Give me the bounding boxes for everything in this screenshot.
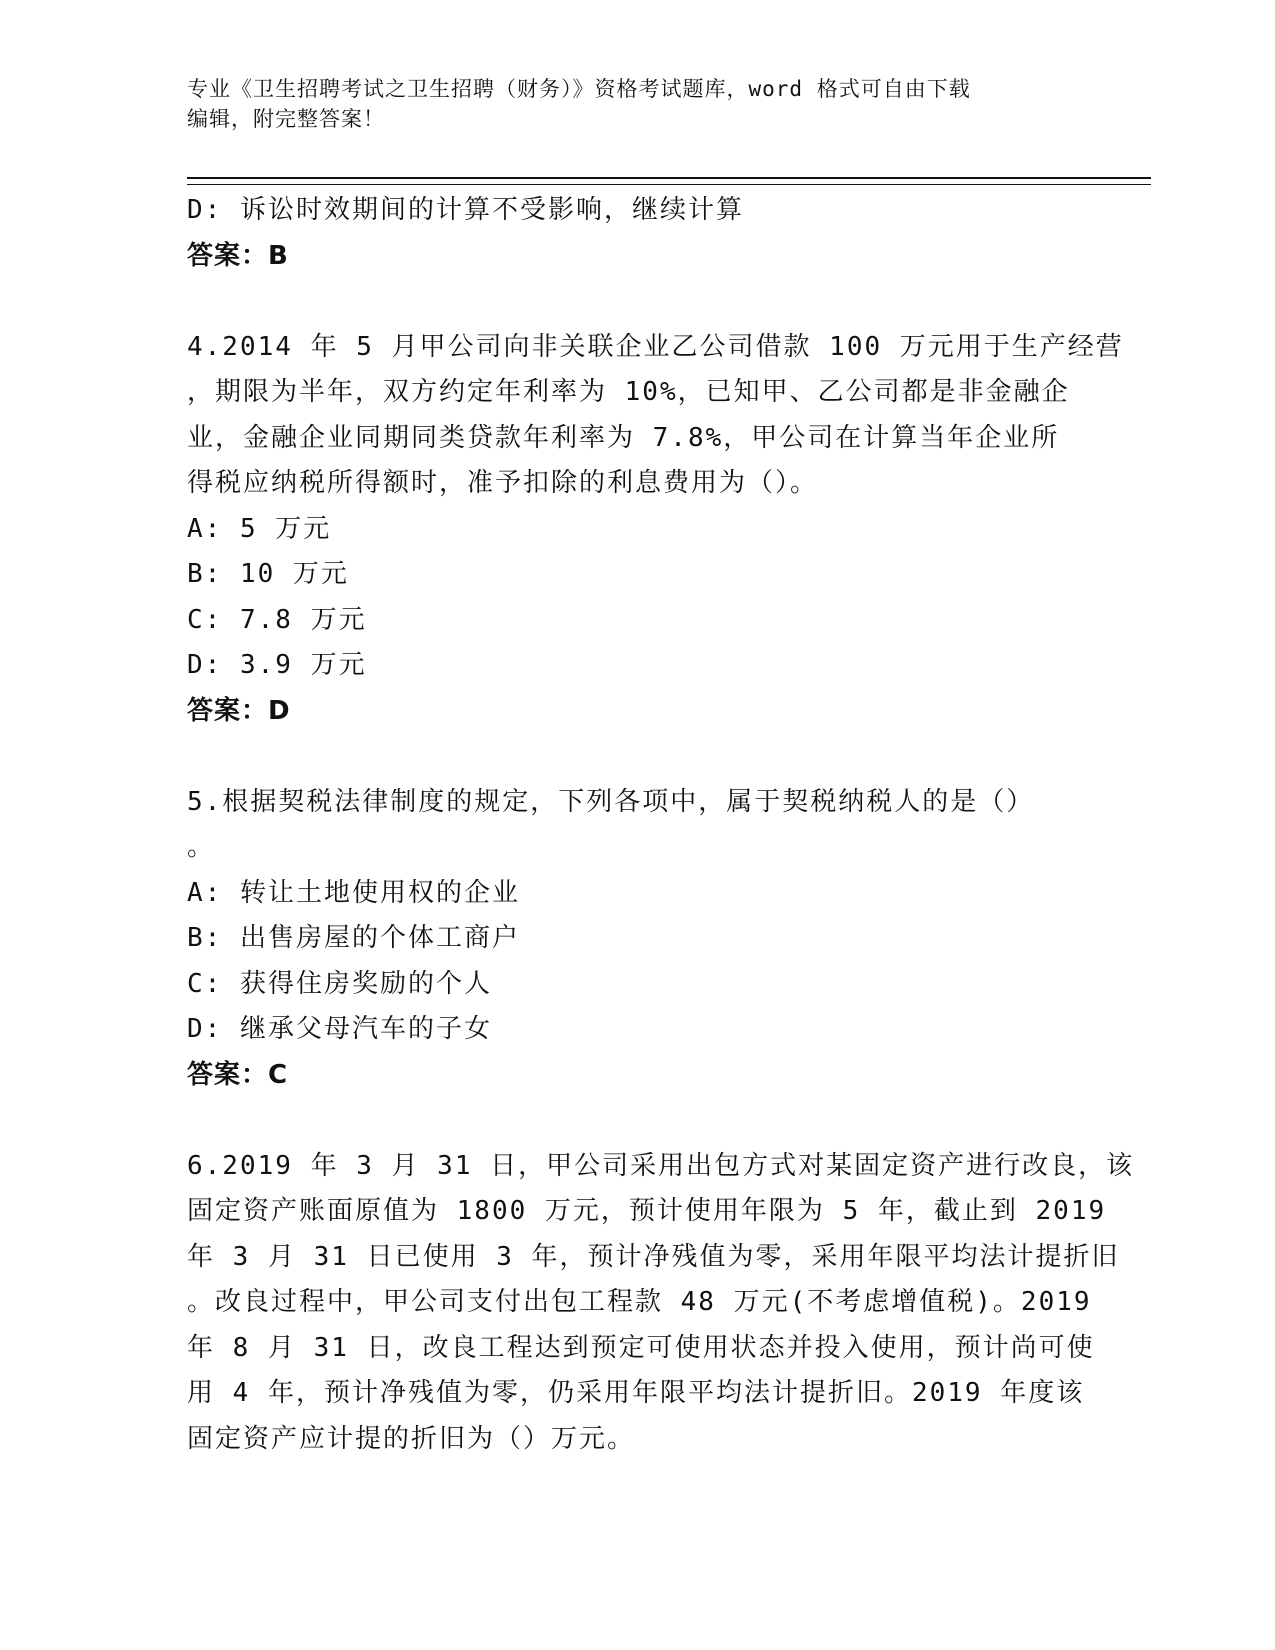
question-6-line: 。改良过程中，甲公司支付出包工程款 48 万元(不考虑增值税)。2019: [187, 1287, 1092, 1317]
question-4-answer: 答案：D: [187, 695, 291, 726]
question-6-line: 用 4 年，预计净残值为零，仍采用年限平均法计提折旧。2019 年度该: [187, 1378, 1085, 1408]
question-5-option-b: B: 出售房屋的个体工商户: [187, 923, 520, 953]
question-4-line: ，期限为半年，双方约定年利率为 10%，已知甲、乙公司都是非金融企: [187, 377, 1070, 407]
question-6: [187, 1144, 1135, 1463]
question-4-line: 得税应纳税所得额时，准予扣除的利息费用为（）。: [187, 468, 819, 498]
question-4-option-c: C: 7.8 万元: [187, 604, 367, 635]
question-4-option-d: D: 3.9 万元: [187, 650, 367, 680]
header-line-1: 专业《卫生招聘考试之卫生招聘（财务）》资格考试题库，word 格式可自由下载: [187, 77, 971, 101]
spacer: [187, 279, 1087, 325]
header-rule-thick: [187, 177, 1151, 179]
spacer: [187, 1098, 1087, 1144]
question-4-line: 业，金融企业同期同类贷款年利率为 7.8%，甲公司在计算当年企业所: [187, 422, 1060, 453]
question-5-option-a: A: 转让土地使用权的企业: [187, 877, 520, 908]
question-6-line: 年 3 月 31 日已使用 3 年，预计净残值为零，采用年限平均法计提折旧: [187, 1241, 1120, 1272]
question-5-answer: 答案：C: [187, 1059, 289, 1090]
question-5-option-d: D: 继承父母汽车的子女: [187, 1014, 492, 1044]
question-6-line: 6.2019 年 3 月 31 日，甲公司采用出包方式对某固定资产进行改良，该: [187, 1150, 1135, 1181]
question-4-line: 4.2014 年 5 月甲公司向非关联企业乙公司借款 100 万元用于生产经营: [187, 331, 1124, 362]
spacer: [187, 734, 1087, 780]
question-5-option-c: C: 获得住房奖励的个人: [187, 968, 492, 999]
document-body: [187, 188, 1135, 1462]
header-line-2: 编辑，附完整答案！: [187, 107, 385, 131]
prev-answer: 答案：B: [187, 240, 289, 271]
question-4-option-b: B: 10 万元: [187, 559, 349, 589]
question-5-line: 5.根据契税法律制度的规定，下列各项中，属于契税纳税人的是（）: [187, 786, 1035, 817]
prev-option-d: D: 诉讼时效期间的计算不受影响，继续计算: [187, 195, 744, 225]
header-rule-thin: [187, 184, 1151, 185]
document-header: [187, 74, 1067, 134]
question-6-line: 年 8 月 31 日，改良工程达到预定可使用状态并投入使用，预计尚可使: [187, 1332, 1095, 1363]
question-5-line: 。: [187, 832, 216, 862]
question-4: [187, 325, 1124, 735]
question-5: [187, 780, 1087, 1099]
question-4-option-a: A: 5 万元: [187, 513, 332, 544]
question-6-line: 固定资产应计提的折旧为（）万元。: [187, 1423, 636, 1454]
question-6-line: 固定资产账面原值为 1800 万元，预计使用年限为 5 年，截止到 2019: [187, 1196, 1107, 1226]
